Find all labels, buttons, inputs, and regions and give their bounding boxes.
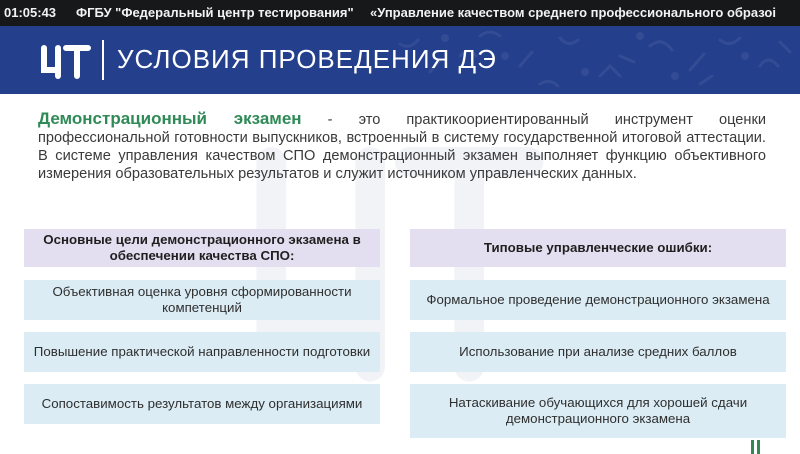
- goals-heading: Основные цели демонстрационного экзамена в обеспечении качества СПО:: [24, 229, 380, 267]
- error-item-2: Использование при анализе средних баллов: [410, 332, 786, 372]
- slide-header: [0, 26, 800, 94]
- goal-item-1: Объективная оценка уровня сформированности компетенций: [24, 280, 380, 320]
- logo-divider: [102, 40, 104, 80]
- error-item-1: Формальное проведение демонстрационного экзамена: [410, 280, 786, 320]
- event-title: «Управление качеством среднего профессионального образоі: [370, 5, 776, 20]
- presentation-slide: [0, 26, 800, 454]
- goal-item-2: Повышение практической направленности подготовки: [24, 332, 380, 372]
- intro-text: - это практикоориентированный инструмент оценки профессиональной готовности выпускников, встроенный в систему государственной итоговой аттестации. В системе управления качеством СПО демонстрационный экзамен выполняет функцию объективного измерения образовательных результатов и служит источником управленческих данных.: [38, 112, 766, 182]
- intro-paragraph: [38, 110, 766, 183]
- goal-item-3: Сопоставимость результатов между организациями: [24, 384, 380, 424]
- slide-title: УСЛОВИЯ ПРОВЕДЕНИЯ ДЭ: [117, 44, 497, 74]
- organizer-name: ФГБУ "Федеральный центр тестирования": [76, 5, 354, 20]
- stream-time: 01:05:43: [4, 5, 57, 20]
- ftc-logo-icon: [36, 40, 92, 80]
- video-title-bar: [0, 0, 800, 26]
- corner-mark-icon: [750, 438, 762, 454]
- intro-term: Демонстрационный экзамен: [38, 109, 302, 128]
- error-item-3: Натаскивание обучающихся для хорошей сдачи демонстрационного экзамена: [410, 384, 786, 438]
- errors-heading: Типовые управленческие ошибки:: [410, 229, 786, 267]
